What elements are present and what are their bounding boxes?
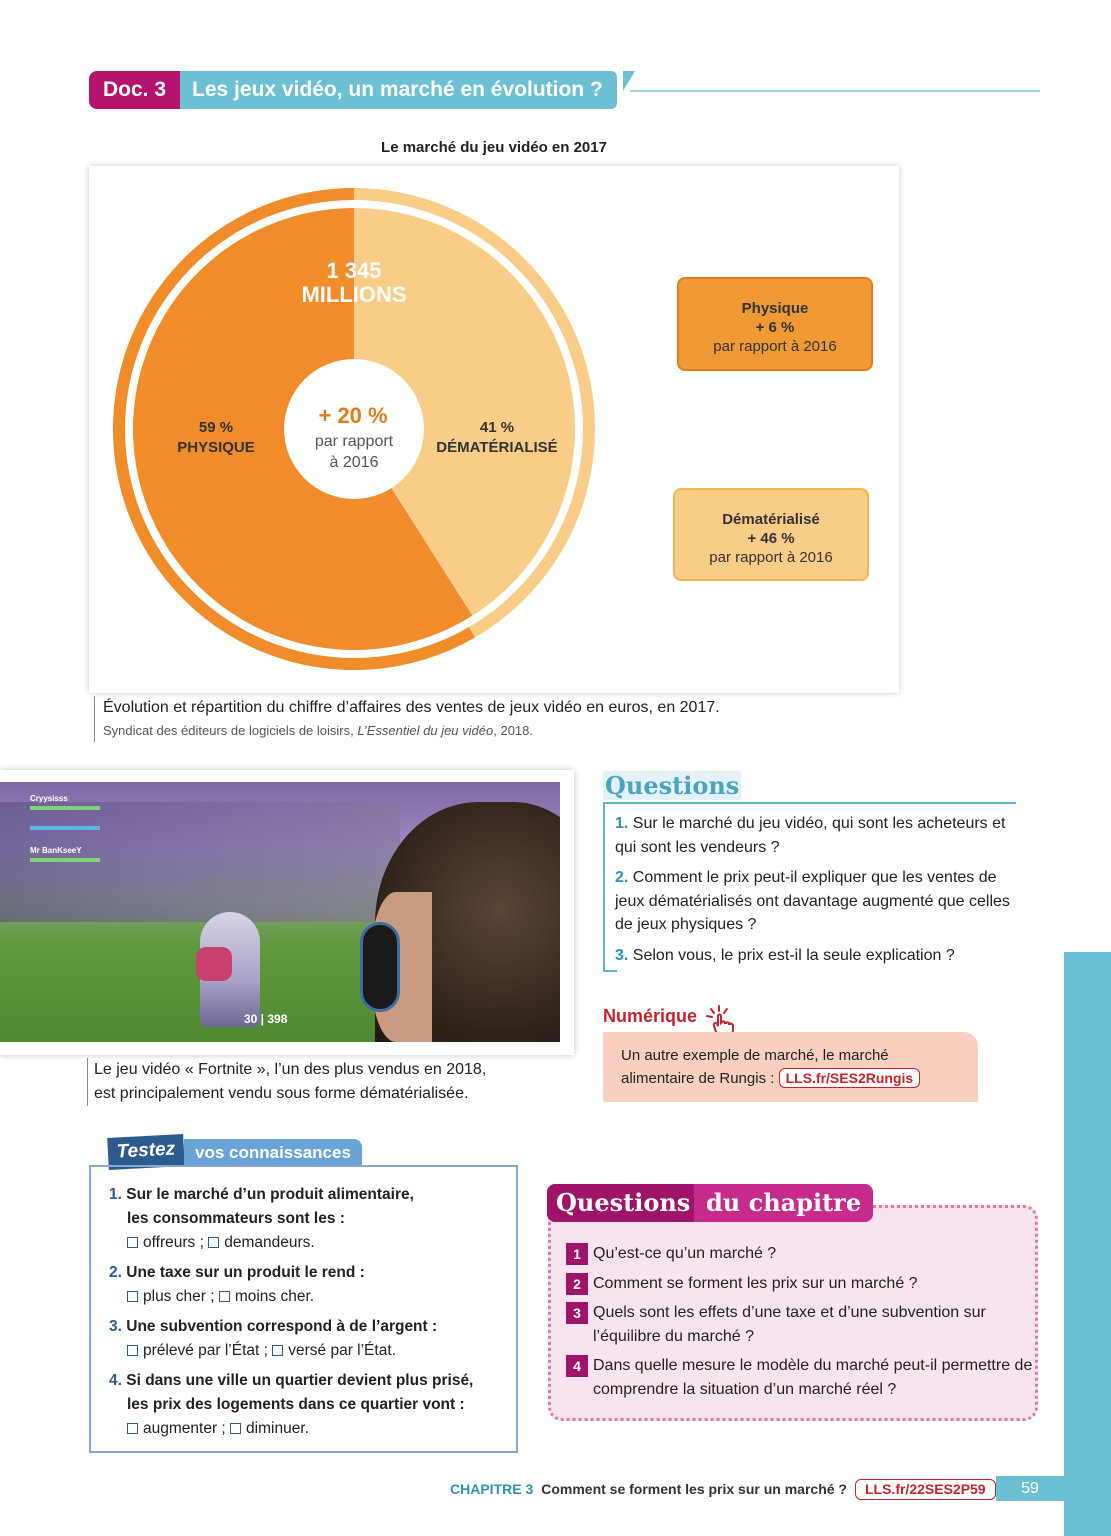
chart-source-title: L’Essentiel du jeu vidéo — [357, 723, 494, 738]
legend-dematerialise-growth: + 46 % — [747, 530, 795, 547]
questions-list — [615, 812, 1010, 974]
quiz-option-label: moins cher. — [234, 1288, 315, 1305]
pie-center-ref-line1: par rapport — [314, 433, 394, 450]
chart-source — [103, 720, 720, 742]
chart-title: Le marché du jeu vidéo en 2017 — [381, 139, 607, 156]
chapter-question-number: 4 — [566, 1355, 588, 1377]
chart-source-year: , 2018. — [493, 723, 533, 738]
footer-link[interactable]: LLS.fr/22SES2P59 — [855, 1479, 996, 1500]
legend-physique-ref: par rapport à 2016 — [713, 338, 837, 355]
question-item — [615, 944, 1010, 968]
photo-frame — [0, 770, 574, 1055]
pie-label-dematerialise-name: DÉMATÉRIALISÉ — [436, 439, 558, 456]
photo-hud-bar — [30, 826, 100, 830]
testez-subtitle: vos connaissances — [184, 1139, 362, 1165]
doc-header-flag — [623, 71, 635, 91]
question-item — [615, 866, 1010, 937]
doc-title: Les jeux vidéo, un marché en évolution ? — [180, 71, 617, 109]
quiz-number: 4. — [109, 1372, 122, 1389]
pie-center-growth: + 20 % — [318, 403, 388, 428]
quiz-options — [109, 1231, 502, 1255]
checkbox[interactable] — [230, 1423, 241, 1434]
quiz-number: 1. — [109, 1186, 122, 1203]
quiz-question-text: Sur le marché d’un produit alimentaire, — [126, 1186, 414, 1203]
quiz-option-label: offreurs ; — [143, 1234, 204, 1251]
question-text: Comment le prix peut-il expliquer que les ventes de jeux dématérialisés ont davantage augmenté que celles de jeux physiques ? — [615, 869, 1010, 933]
legend-physique-growth: + 6 % — [755, 319, 795, 336]
chapter-question-item — [566, 1272, 1036, 1296]
photo-hud-bar — [30, 858, 100, 862]
pie-center-hole — [284, 359, 424, 499]
question-text: Sur le marché du jeu vidéo, qui sont les acheteurs et qui sont les vendeurs ? — [615, 815, 1006, 856]
quiz-item — [109, 1183, 502, 1255]
headphones-icon — [360, 922, 400, 1012]
side-color-band — [1064, 952, 1111, 1536]
chart-source-author: Syndicat des éditeurs de logiciels de loisirs, — [103, 723, 358, 738]
photo-trees — [0, 802, 400, 922]
fortnite-photo — [0, 782, 560, 1042]
chart-caption — [94, 696, 720, 742]
quiz-options — [109, 1339, 502, 1363]
quiz-option-label: plus cher ; — [143, 1288, 215, 1305]
checkbox[interactable] — [127, 1291, 138, 1302]
page-number: 59 — [996, 1476, 1064, 1501]
chapter-questions-subtitle: du chapitre — [694, 1184, 873, 1222]
quiz-options — [109, 1285, 502, 1309]
chapter-question-number: 1 — [566, 1243, 588, 1265]
chapter-question-item — [566, 1354, 1036, 1401]
chapter-question-text: Qu’est-ce qu’un marché ? — [593, 1245, 777, 1262]
quiz-question-text: Si dans une ville un quartier devient plus prisé, — [126, 1372, 474, 1389]
quiz-question — [109, 1369, 502, 1393]
question-number: 1. — [615, 815, 629, 832]
testez-tag: Testez — [107, 1134, 185, 1170]
photo-hud-bar — [30, 806, 100, 810]
photo-hud-ammo: 30 | 398 — [244, 1012, 288, 1026]
numerique-heading: Numérique — [603, 1006, 698, 1026]
photo-character-backpack — [196, 947, 232, 981]
quiz-question — [109, 1183, 502, 1207]
legend-dematerialise-name: Dématérialisé — [722, 511, 820, 528]
quiz-item — [109, 1369, 502, 1441]
quiz-option-label: versé par l’État. — [288, 1342, 396, 1359]
rungis-link[interactable]: LLS.fr/SES2Rungis — [779, 1068, 921, 1088]
chart-panel — [89, 166, 899, 693]
pie-center-ref-line2: à 2016 — [329, 454, 379, 471]
chapter-question-text: Quels sont les effets d’une taxe et d’une subvention sur l’équilibre du marché ? — [593, 1304, 986, 1345]
photo-hud-player2: Mr BanKseeY — [30, 846, 82, 855]
chapter-question-item — [566, 1301, 1036, 1348]
chapter-questions-list — [566, 1242, 1036, 1407]
checkbox[interactable] — [208, 1237, 219, 1248]
doc-header-rule — [630, 90, 1040, 92]
photo-caption — [87, 1058, 486, 1106]
footer-chapter: CHAPITRE 3 — [450, 1481, 534, 1497]
chart-caption-text: Évolution et répartition du chiffre d’affaires des ventes de jeux vidéo en euros, en 2017. — [103, 699, 720, 716]
chapter-question-number: 2 — [566, 1273, 588, 1295]
quiz-question-text: Une taxe sur un produit le rend : — [126, 1264, 365, 1281]
questions-heading: Questions — [605, 771, 740, 800]
photo-hud-player1: Cryysisss — [30, 794, 68, 803]
pie-total-unit: MILLIONS — [301, 282, 407, 307]
numerique-box — [603, 1032, 978, 1102]
quiz-question — [109, 1261, 502, 1285]
quiz-item — [109, 1315, 502, 1363]
checkbox[interactable] — [127, 1237, 138, 1248]
quiz-options — [109, 1417, 502, 1441]
quiz-item — [109, 1261, 502, 1309]
testez-box — [89, 1165, 518, 1453]
chapter-question-text: Dans quelle mesure le modèle du marché peut-il permettre de comprendre la situation d’un marché réel ? — [593, 1357, 1033, 1398]
questions-vertical-rule — [603, 802, 605, 972]
pie-total-value: 1 345 — [326, 258, 382, 283]
photo-caption-line2: est principalement vendu sous forme dématérialisée. — [94, 1085, 469, 1102]
legend-physique — [677, 277, 873, 371]
quiz-number: 2. — [109, 1264, 122, 1281]
chapter-questions-tag: Questions — [547, 1184, 699, 1222]
page-footer — [450, 1478, 996, 1500]
chapter-question-text: Comment se forment les prix sur un marché ? — [593, 1274, 918, 1292]
checkbox[interactable] — [127, 1423, 138, 1434]
pie-label-dematerialise-pct: 41 % — [479, 419, 515, 436]
pie-label-physique-pct: 59 % — [198, 419, 234, 436]
footer-chapter-title: Comment se forment les prix sur un marché ? — [541, 1481, 847, 1497]
checkbox[interactable] — [127, 1345, 138, 1356]
quiz-number: 3. — [109, 1318, 122, 1335]
quiz-option-label: augmenter ; — [143, 1420, 226, 1437]
legend-physique-name: Physique — [741, 300, 809, 317]
chapter-question-item — [566, 1242, 1036, 1266]
checkbox[interactable] — [219, 1291, 230, 1302]
checkbox[interactable] — [272, 1345, 283, 1356]
quiz-question-text: Une subvention correspond à de l’argent : — [126, 1318, 438, 1335]
questions-rule — [603, 802, 1016, 804]
quiz-option-label: diminuer. — [246, 1420, 309, 1437]
question-number: 2. — [615, 869, 629, 886]
question-number: 3. — [615, 946, 629, 964]
quiz-question — [109, 1315, 502, 1339]
pie-chart — [89, 166, 899, 693]
pie-label-physique-name: PHYSIQUE — [177, 439, 255, 456]
question-text: Selon vous, le prix est-il la seule explication ? — [632, 946, 955, 964]
quiz-question-text: les prix des logements dans ce quartier vont : — [127, 1396, 465, 1413]
doc-header — [89, 71, 617, 109]
question-item — [615, 812, 1010, 859]
chapter-question-number: 3 — [566, 1302, 588, 1324]
quiz-option-label: prélevé par l’État ; — [143, 1342, 268, 1359]
legend-dematerialise-ref: par rapport à 2016 — [709, 549, 833, 566]
doc-number: Doc. 3 — [89, 71, 180, 109]
legend-dematerialise — [673, 488, 869, 581]
photo-caption-line1: Le jeu vidéo « Fortnite », l’un des plus vendus en 2018, — [94, 1061, 487, 1078]
numerique-text: Un autre exemple de marché, le marché alimentaire de Rungis : — [621, 1047, 889, 1087]
quiz-question-text: les consommateurs sont les : — [127, 1210, 345, 1227]
quiz-option-label: demandeurs. — [224, 1234, 315, 1251]
